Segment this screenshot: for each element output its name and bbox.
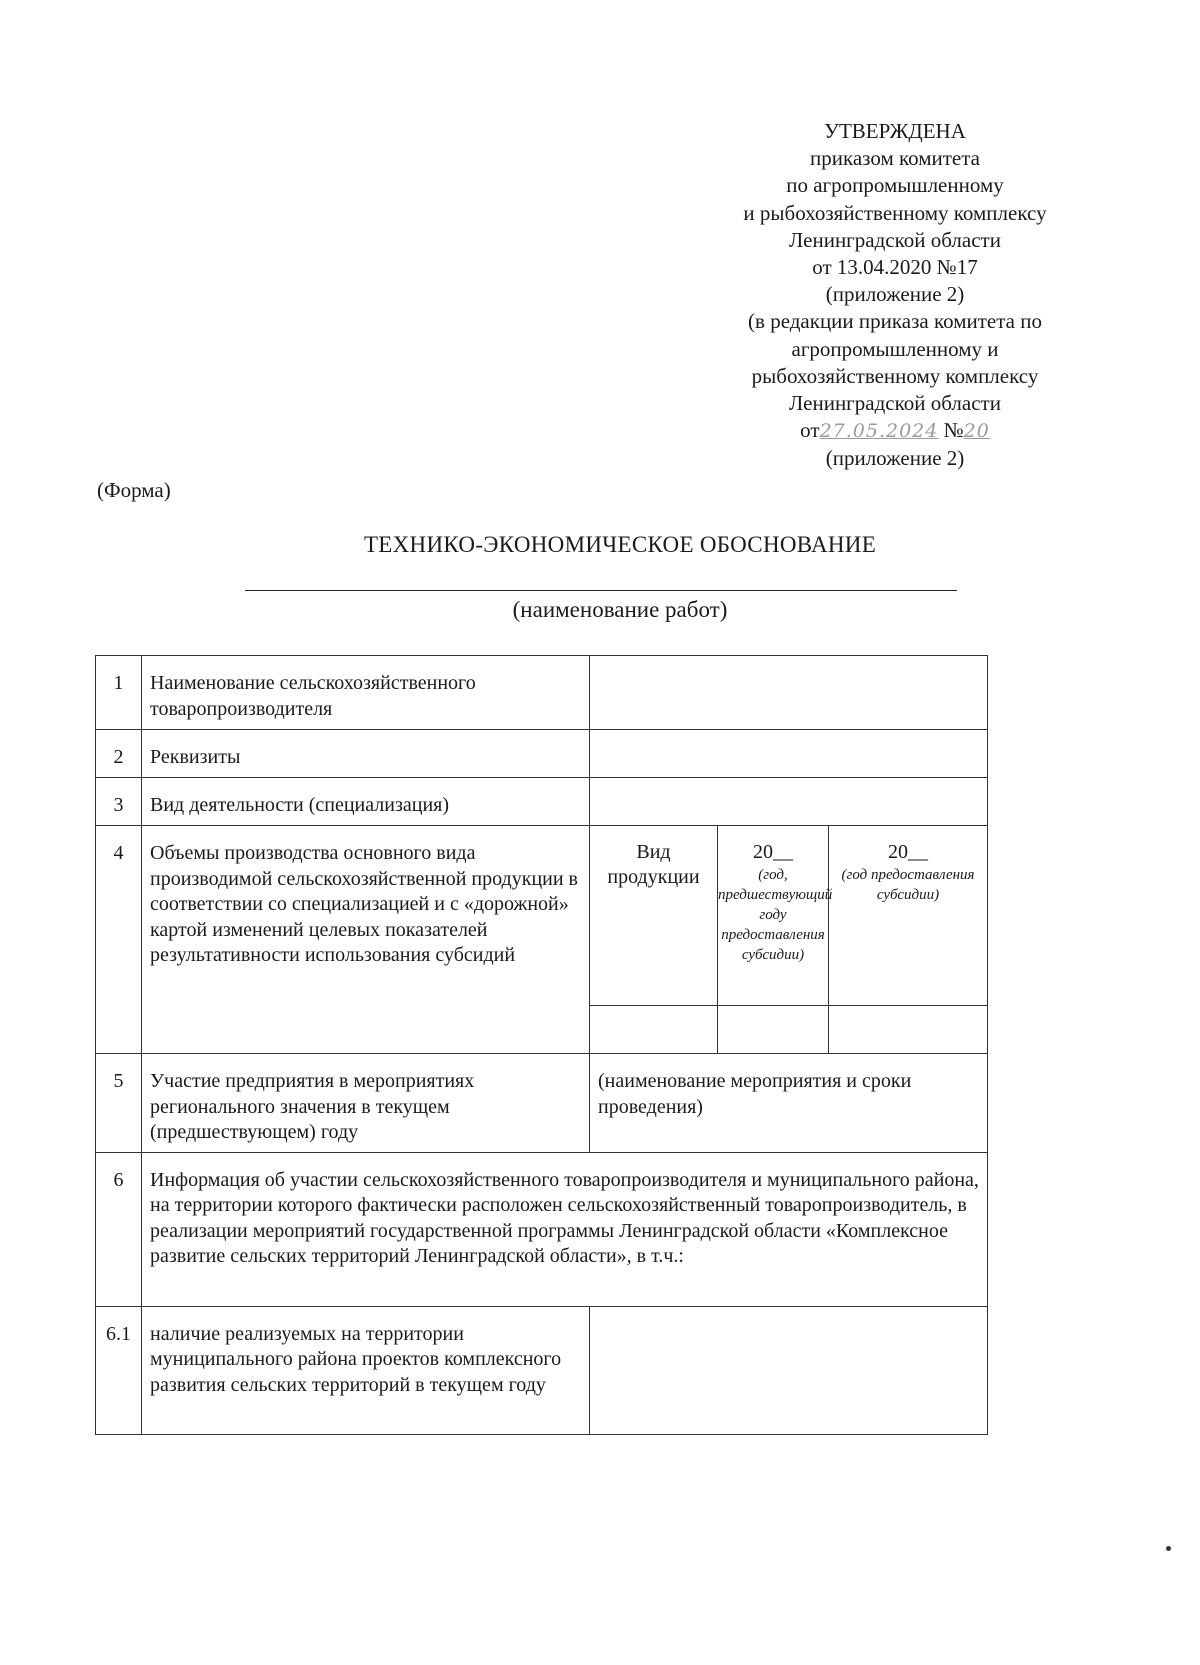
prev-year-label: 20__ xyxy=(753,841,793,863)
product-type-header: Вид продукции xyxy=(590,826,718,1006)
row-label: Информация об участии сельскохозяйственного товаропроизводителя и муниципального района, на территории которого фактически расположен сельскохозяйственный товаропроизводитель, в реализации мероприятий государственной программы Ленинградской области «Комплексное развитие сельских территорий Ленинградской области», в т.ч.: xyxy=(142,1152,988,1306)
document-title: ТЕХНИКО-ЭКОНОМИЧЕСКОЕ ОБОСНОВАНИЕ xyxy=(363,532,877,557)
approval-line: рыбохозяйственному комплексу xyxy=(751,363,1039,388)
approval-line: (в редакции приказа комитета по xyxy=(748,309,1042,334)
scan-speck xyxy=(1166,1546,1171,1551)
table-row xyxy=(96,778,988,826)
value-cell[interactable] xyxy=(590,1306,988,1434)
row-number: 4 xyxy=(96,826,142,1054)
current-year-cell[interactable] xyxy=(829,1006,988,1054)
table-row xyxy=(96,1152,988,1306)
approval-signature-line xyxy=(700,417,1090,445)
current-year-header xyxy=(829,826,988,1006)
row-label: Наименование сельскохозяйственного товаропроизводителя xyxy=(142,656,590,730)
approval-stamp xyxy=(700,118,1090,473)
value-cell[interactable] xyxy=(590,778,988,826)
current-year-note: (год предоставления субсидии) xyxy=(841,867,975,903)
approval-line: и рыбохозяйственному комплексу xyxy=(743,200,1047,225)
title-underline xyxy=(245,590,957,591)
approval-line: (приложение 2) xyxy=(825,282,965,307)
approval-line: от 13.04.2020 №17 xyxy=(812,255,978,280)
feasibility-table xyxy=(95,655,988,1435)
row-number: 6.1 xyxy=(96,1306,142,1434)
prev-year-note: (год, предшествующий году предоставления субсидии) xyxy=(718,867,833,963)
sig-number-label: № xyxy=(943,418,964,443)
works-name-caption: (наименование работ) xyxy=(512,597,728,622)
handwritten-date: 27.05.2024 xyxy=(819,420,939,443)
value-cell[interactable] xyxy=(590,656,988,730)
approval-line: Ленинградской области xyxy=(789,391,1001,416)
row-number: 1 xyxy=(96,656,142,730)
value-cell[interactable]: (наименование мероприятия и сроки проведения) xyxy=(590,1054,988,1153)
table-row xyxy=(96,656,988,730)
table-row xyxy=(96,826,988,1006)
table-row xyxy=(96,1054,988,1153)
row-label: Объемы производства основного вида производимой сельскохозяйственной продукции в соответствии со специализацией и с «дорожной» картой изменений целевых показателей результативности использования субсидий xyxy=(142,826,590,1054)
approval-line: приказом комитета xyxy=(809,146,980,171)
value-cell[interactable] xyxy=(590,730,988,778)
approval-line: (приложение 2) xyxy=(825,446,965,471)
handwritten-number: 20 xyxy=(963,420,990,443)
table-row xyxy=(96,1306,988,1434)
row-label: Участие предприятия в мероприятиях регионального значения в текущем (предшествующем) году xyxy=(142,1054,590,1153)
prev-year-cell[interactable] xyxy=(718,1006,829,1054)
approval-line: Ленинградской области xyxy=(789,227,1001,252)
product-type-cell[interactable] xyxy=(590,1006,718,1054)
prev-year-header xyxy=(718,826,833,1006)
approval-line: по агропромышленному xyxy=(786,173,1004,198)
form-label: (Форма) xyxy=(97,478,171,502)
row-label: Реквизиты xyxy=(142,730,590,778)
row-number: 3 xyxy=(96,778,142,826)
row-number: 5 xyxy=(96,1054,142,1153)
sig-prefix: от xyxy=(800,418,820,443)
table-row xyxy=(96,730,988,778)
current-year-label: 20__ xyxy=(888,841,928,863)
row-number: 2 xyxy=(96,730,142,778)
approval-line: УТВЕРЖДЕНА xyxy=(824,119,966,143)
row-label: наличие реализуемых на территории муниципального района проектов комплексного развития сельских территорий в текущем году xyxy=(142,1306,590,1434)
row-number: 6 xyxy=(96,1152,142,1306)
row-label: Вид деятельности (специализация) xyxy=(142,778,590,826)
approval-line: агропромышленному и xyxy=(791,336,999,361)
